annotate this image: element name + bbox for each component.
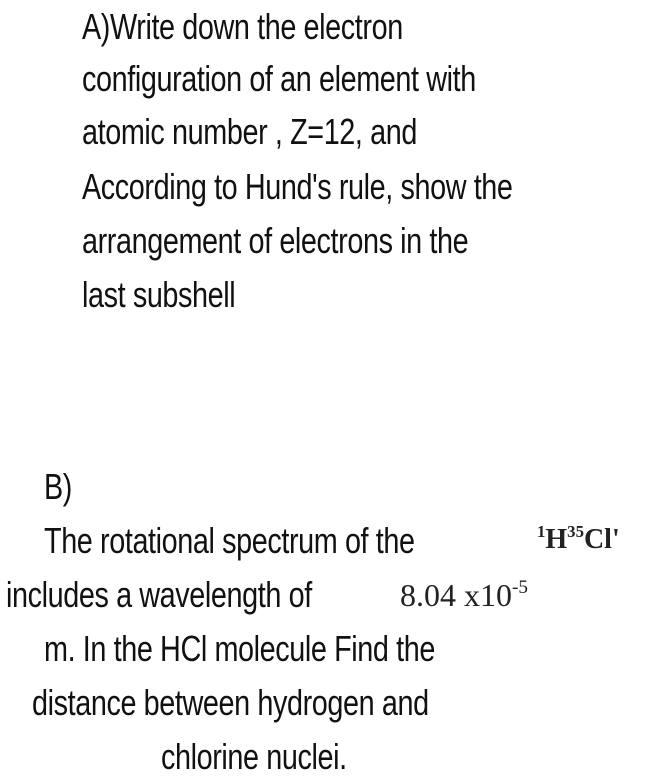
question-a-line-4: According to Hund's rule, show the — [82, 166, 513, 207]
question-b-line-4: distance between hydrogen and — [32, 682, 429, 723]
question-a-line-5: arrangement of electrons in the — [82, 220, 469, 261]
question-a-line-1: A)Write down the electron — [82, 6, 403, 47]
wavelength-value — [400, 575, 528, 615]
question-a-line-6: last subshell — [82, 274, 236, 315]
trailing-quote: ' — [611, 524, 620, 555]
question-b-line-1: The rotational spectrum of the — [44, 520, 415, 561]
hydrogen-symbol: H — [545, 524, 568, 555]
hydrogen-mass-number: 1 — [537, 521, 546, 541]
wavelength-mantissa: 8.04 x10 — [400, 577, 512, 613]
question-b-line-2: includes a wavelength of — [6, 574, 312, 615]
question-a-line-2: configuration of an element with — [82, 58, 476, 99]
question-b-line-5: chlorine nuclei. — [161, 736, 347, 777]
question-a-line-3: atomic number , Z=12, and — [82, 111, 417, 152]
question-b-label: B) — [44, 466, 72, 507]
chlorine-symbol: Cl — [583, 524, 612, 555]
question-b-line-3: m. In the HCl molecule Find the — [44, 628, 435, 669]
chlorine-mass-number: 35 — [567, 521, 584, 541]
wavelength-exponent: -5 — [512, 577, 528, 599]
hcl-formula — [537, 520, 620, 560]
